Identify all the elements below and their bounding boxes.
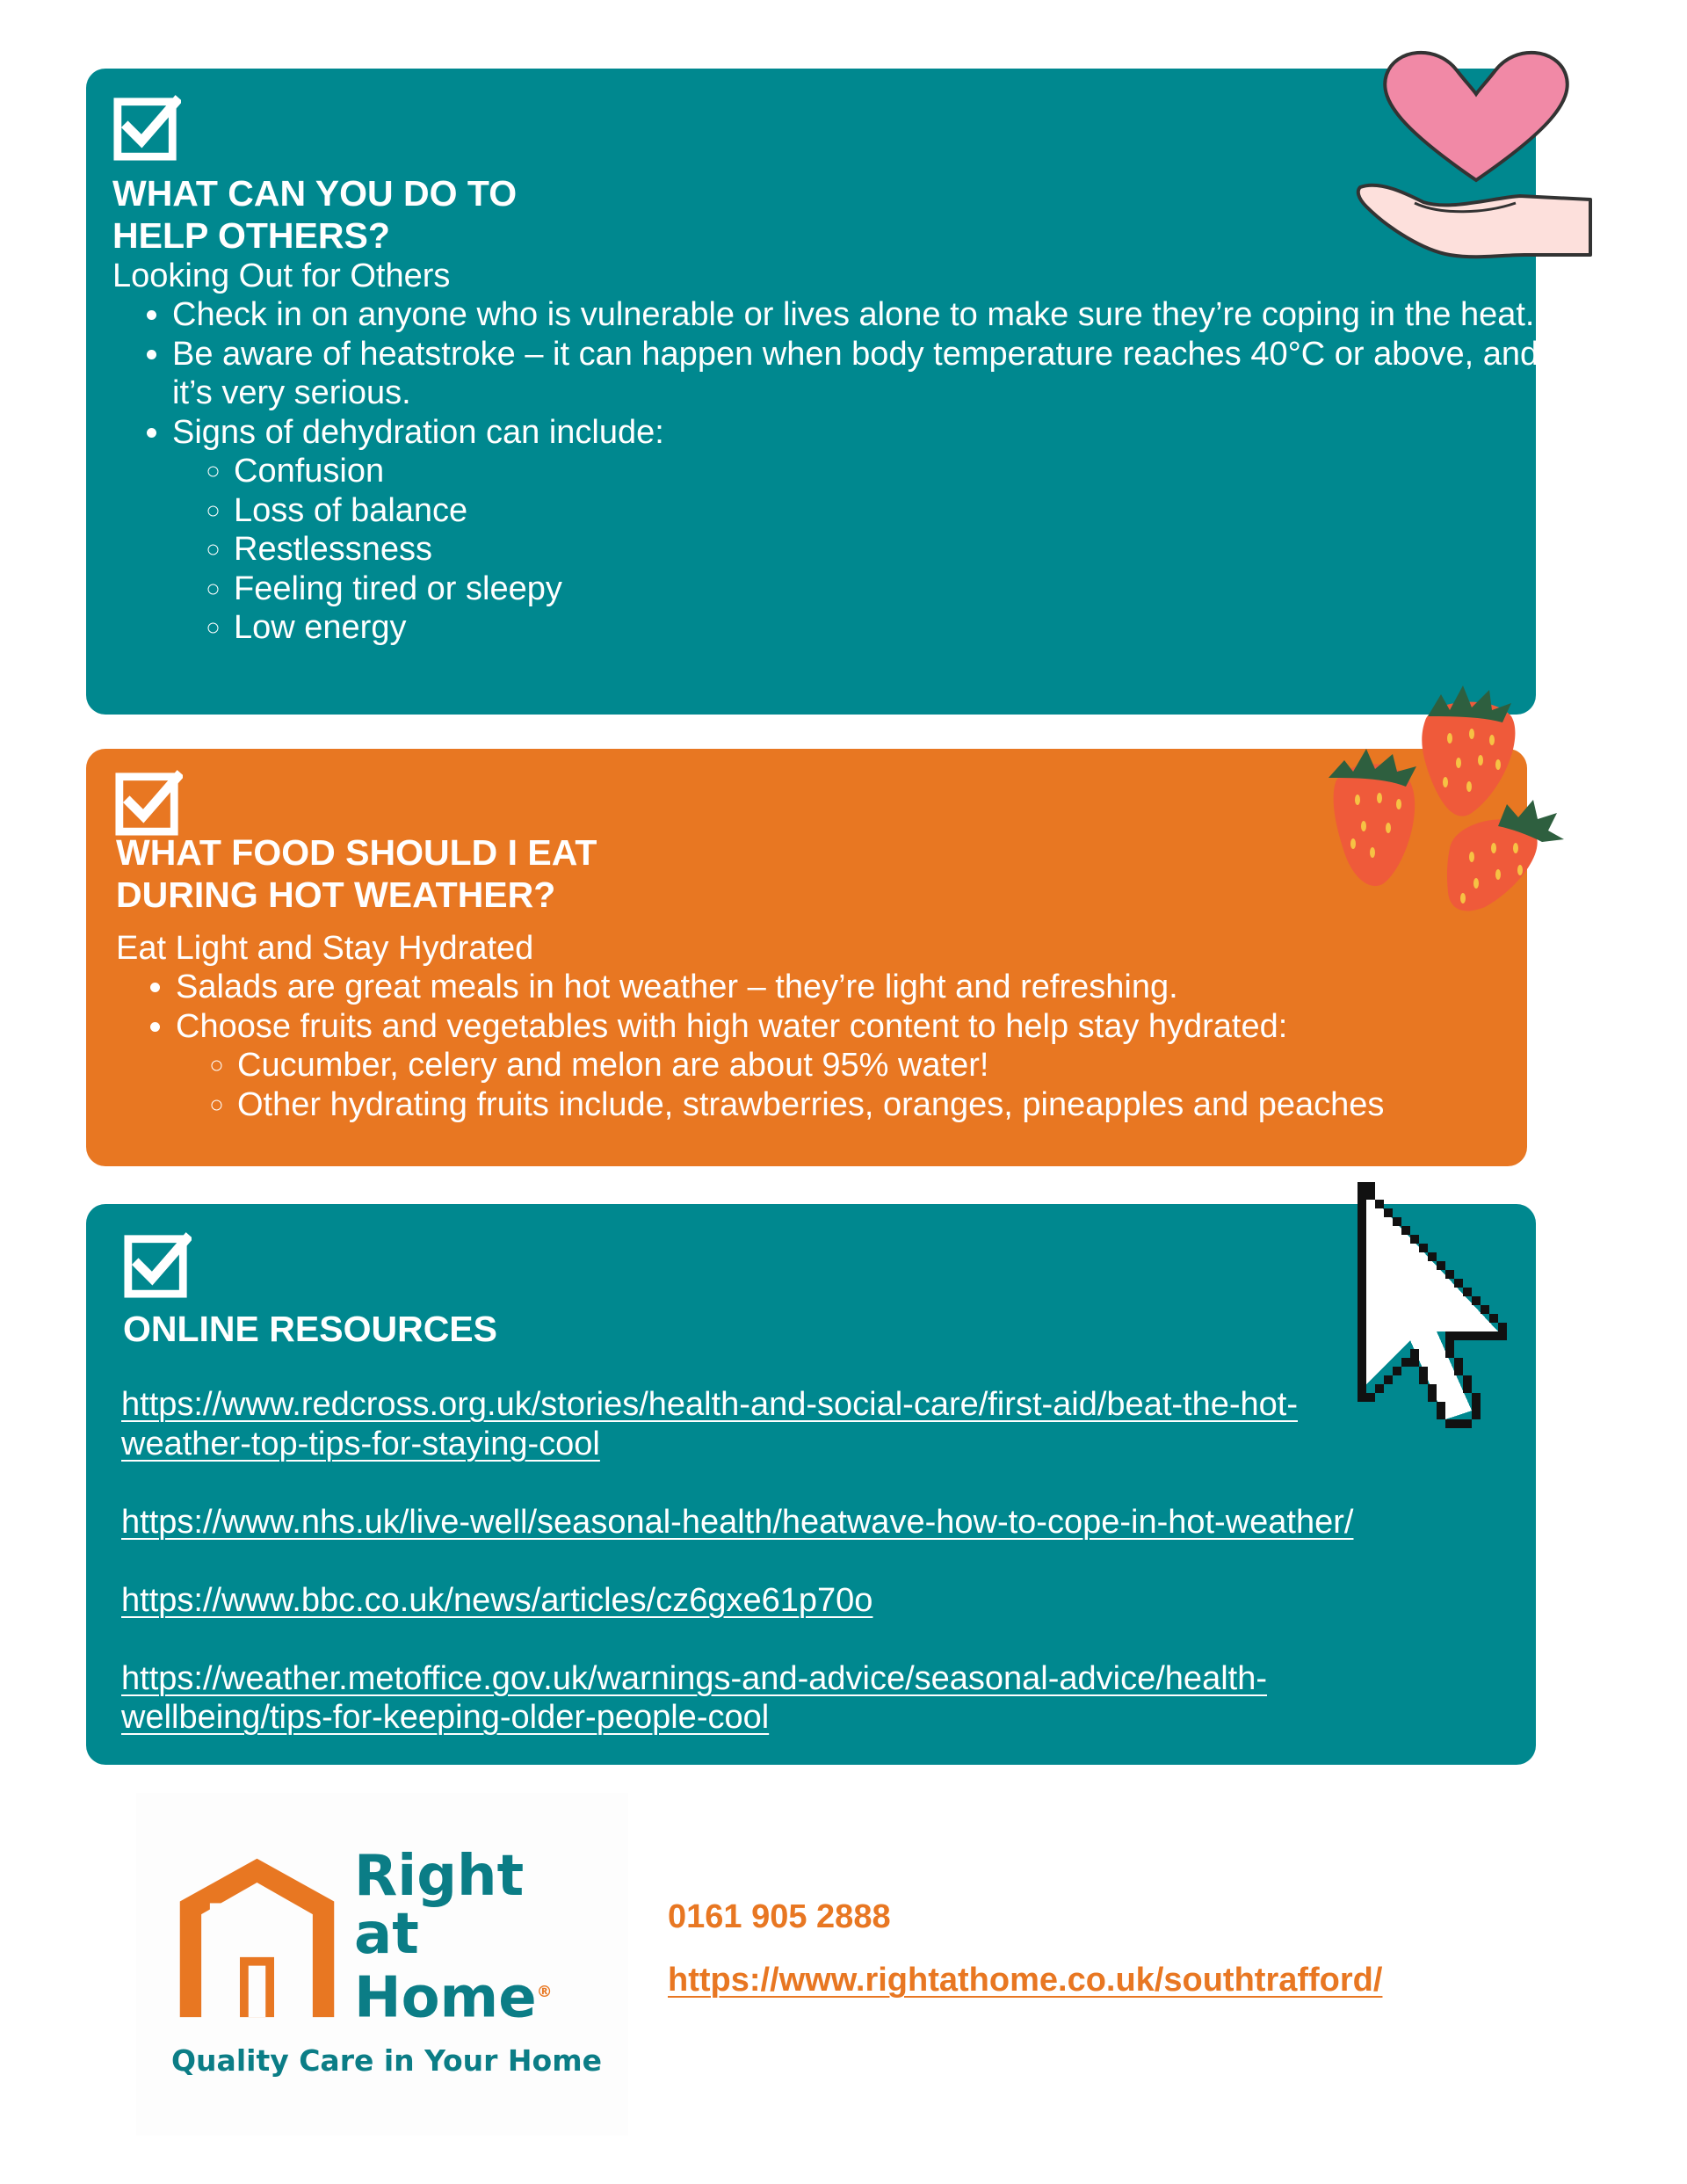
food-heading: WHAT FOOD SHOULD I EAT DURING HOT WEATHER? (116, 832, 597, 915)
phone-number: 0161 905 2888 (668, 1898, 891, 1935)
bbc-link[interactable]: https://www.bbc.co.uk/news/articles/cz6gxe61p70o (121, 1581, 873, 1619)
list-item: ◦ Feeling tired or sleepy (234, 570, 1543, 609)
checkbox-icon (112, 93, 181, 162)
resource-links (121, 1385, 1492, 1738)
logo-wordmark: Right at Home® (354, 1844, 553, 2031)
redcross-link[interactable]: https://www.redcross.org.uk/stories/health-and-social-care/first-aid/beat-the-hot- weather-top-tips-for-staying-cool (121, 1386, 1298, 1462)
list-item: ◦ Loss of balance (234, 491, 1543, 531)
list-item: • Choose fruits and vegetables with high water content to help stay hydrated: ◦ Cucumber, celery and melon are about 95% water! ◦ Other hydrating fruits include, strawberries, oranges, pineapples and peaches (176, 1007, 1546, 1125)
list-item: ◦ Restlessness (234, 530, 1543, 570)
house-logo-icon (171, 1850, 343, 2021)
logo-tagline: Quality Care in Your Home (171, 2043, 602, 2078)
dehydration-signs-list (172, 452, 1543, 648)
help-others-heading: WHAT CAN YOU DO TO HELP OTHERS? (112, 173, 518, 256)
help-others-card (86, 69, 1539, 715)
heart-in-hand-icon (1353, 40, 1599, 268)
list-item: • Salads are great meals in hot weather – they’re light and refreshing. (176, 968, 1546, 1007)
list-item: ◦ Other hydrating fruits include, strawberries, oranges, pineapples and peaches (237, 1085, 1546, 1125)
strawberries-icon (1318, 668, 1573, 932)
food-list (116, 968, 1546, 1124)
website-link[interactable]: https://www.rightathome.co.uk/southtrafford/ (668, 1962, 1383, 1999)
food-subheading: Eat Light and Stay Hydrated (116, 930, 534, 967)
hydrating-foods-list (176, 1046, 1546, 1124)
list-item: ◦ Low energy (234, 608, 1543, 648)
nhs-link[interactable]: https://www.nhs.uk/live-well/seasonal-health/heatwave-how-to-cope-in-hot-weather/ (121, 1503, 1354, 1541)
resources-card (86, 1204, 1536, 1765)
help-others-subheading: Looking Out for Others (112, 258, 451, 294)
metoffice-link[interactable]: https://weather.metoffice.gov.uk/warnings-and-advice/seasonal-advice/health- wellbeing/tips-for-keeping-older-people-cool (121, 1659, 1267, 1736)
resources-heading: ONLINE RESOURCES (123, 1309, 497, 1349)
list-item: ◦ Cucumber, celery and melon are about 95% water! (237, 1046, 1546, 1085)
mouse-cursor-icon (1358, 1182, 1542, 1472)
list-item: • Signs of dehydration can include: ◦ Confusion ◦ Loss of balance ◦ Restlessness ◦ Feeling tired or sleepy ◦ Low energy (172, 413, 1543, 648)
checkbox-icon (114, 768, 183, 837)
food-card (86, 749, 1527, 1166)
list-item: ◦ Confusion (234, 452, 1543, 491)
right-at-home-logo (136, 1793, 628, 2136)
list-item: • Check in on anyone who is vulnerable or lives alone to make sure they’re coping in the heat. (172, 295, 1543, 335)
help-others-list (112, 295, 1543, 648)
checkbox-icon (123, 1230, 192, 1299)
list-item: • Be aware of heatstroke – it can happen when body temperature reaches 40°C or above, and it’s very serious. (172, 335, 1543, 413)
